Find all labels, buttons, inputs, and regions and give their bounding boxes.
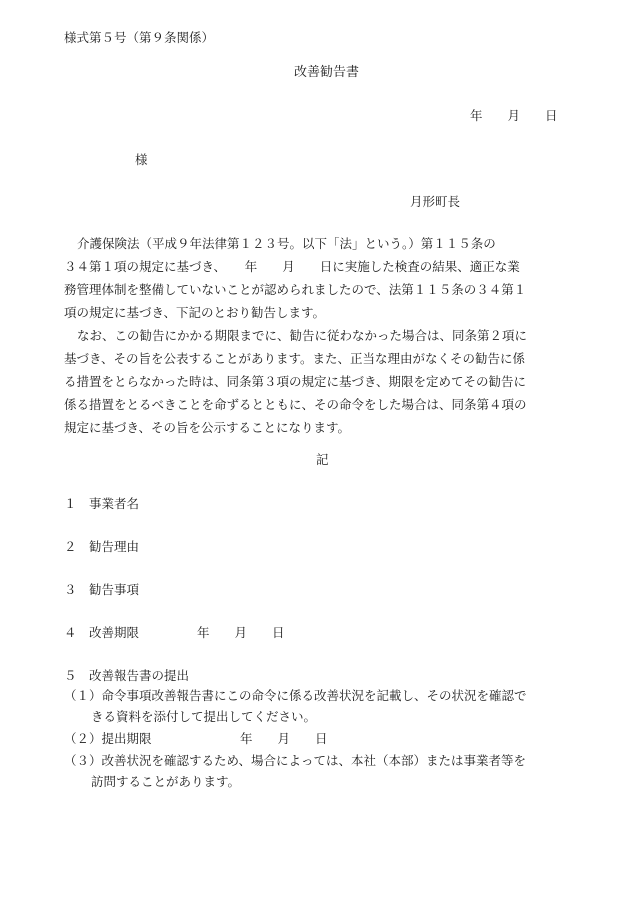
paragraph-line: 規定に基づき、その旨を公示することになります。 — [64, 420, 351, 435]
item-recommendation-matters: ３ 勧告事項 — [64, 582, 140, 597]
item-business-name: １ 事業者名 — [64, 496, 140, 511]
paragraph-line: ３４第１項の規定に基づき、 年 月 日に実施した検査の結果、適正な業 — [64, 259, 520, 274]
ki-heading: 記 — [316, 452, 329, 467]
sub-item-3: （３）改善状況を確認するため、場合によっては、本社（本部）または事業者等を — [64, 753, 527, 768]
paragraph-line: 係る措置をとるべきことを命ずるとともに、その命令をした場合は、同条第４項の — [64, 397, 527, 412]
sub-item-1: （１）命令事項改善報告書にこの命令に係る改善状況を記載し、その状況を確認で — [64, 688, 527, 703]
sub-item-2: （２）提出期限 — [64, 731, 152, 746]
sub-item-1-continued: きる資料を添付して提出してください。 — [91, 709, 317, 724]
paragraph-line: 介護保険法（平成９年法律第１２３号。以下「法」という。）第１１５条の — [77, 236, 496, 251]
improvement-deadline-date: 年 月 日 — [197, 625, 285, 640]
addressee-suffix: 様 — [135, 152, 148, 167]
issuer-name: 月形町長 — [410, 194, 461, 209]
paragraph-line: 基づき、その旨を公表することがあります。また、正当な理由がなくその勧告に係 — [64, 351, 526, 366]
date-line: 年 月 日 — [470, 108, 558, 123]
item-recommendation-reason: ２ 勧告理由 — [64, 539, 140, 554]
paragraph-line: る措置をとらなかった時は、同条第３項の規定に基づき、期限を定めてその勧告に — [64, 374, 527, 389]
sub-item-3-continued: 訪問することがあります。 — [91, 774, 241, 789]
paragraph-line: なお、この勧告にかかる期限までに、勧告に従わなかった場合は、同条第２項に — [77, 328, 528, 343]
document-title: 改善勧告書 — [294, 65, 360, 80]
paragraph-line: 務管理体制を整備していないことが認められましたので、法第１１５条の３４第１ — [64, 282, 527, 297]
paragraph-line: 項の規定に基づき、下記のとおり勧告します。 — [64, 305, 326, 320]
item-improvement-deadline: ４ 改善期限 — [64, 625, 140, 640]
submission-deadline-date: 年 月 日 — [240, 731, 328, 746]
form-label: 様式第５号（第９条関係） — [64, 30, 215, 45]
item-report-submission: ５ 改善報告書の提出 — [64, 668, 190, 683]
